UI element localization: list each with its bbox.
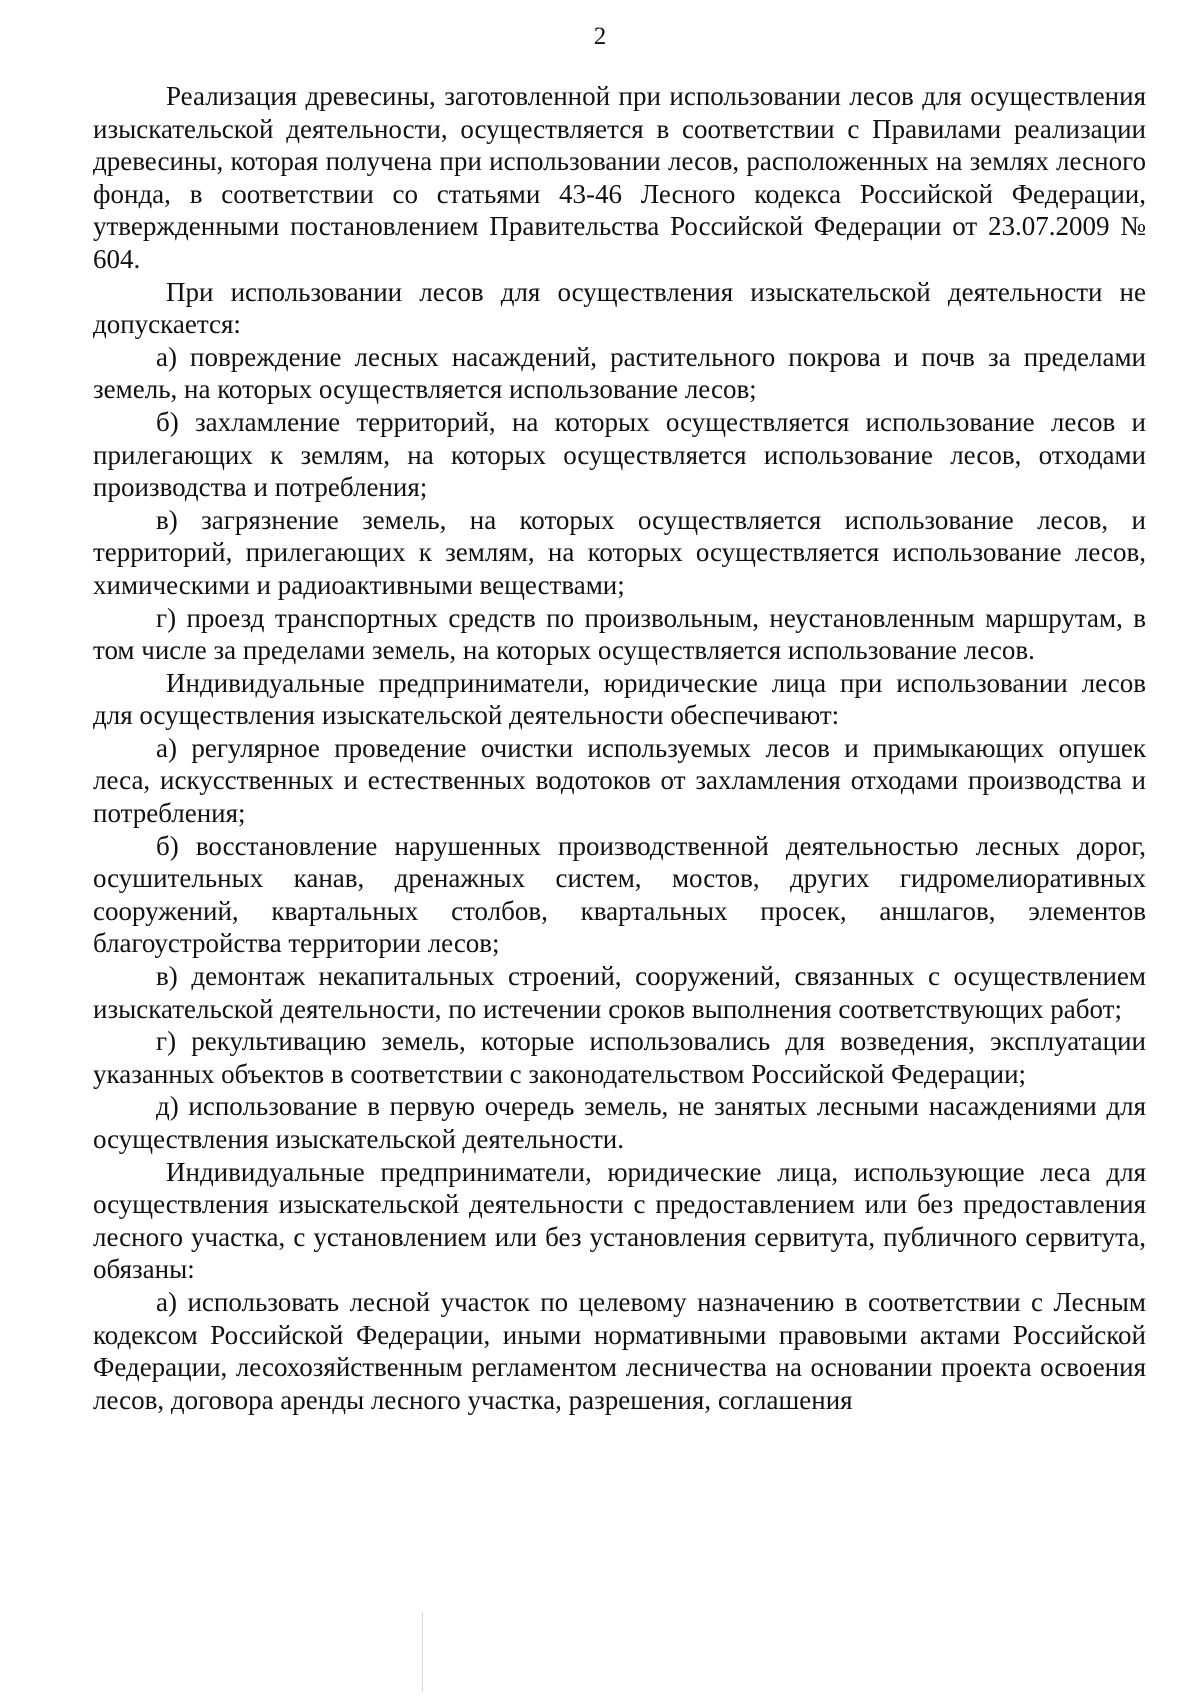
prohibition-item-g: г) проезд транспортных средств по произвольным, неустановленным маршрутам, в том числе за пределами земель, на которых осуществляется использование лесов. bbox=[93, 602, 1146, 666]
document-body bbox=[93, 80, 1146, 1416]
obligation-item-v: в) демонтаж некапитальных строений, сооружений, связанных с осуществлением изыскательской деятельности, по истечении сроков выполнения соответствующих работ; bbox=[93, 961, 1146, 1024]
prohibition-item-b: б) захламление территорий, на которых осуществляется использование лесов и прилегающих к землям, на которых осуществляется использование лесов, отходами производства и потребления; bbox=[93, 406, 1146, 503]
obligation-item-g: г) рекультивацию земель, которые использовались для возведения, эксплуатации указанных объектов в соответствии с законодательством Российской Федерации; bbox=[93, 1026, 1146, 1089]
duty-item-a: а) использовать лесной участок по целевому назначению в соответствии с Лесным кодексом Российской Федерации, иными нормативными правовыми актами Российской Федерации, лесохозяйственным регламентом лесничества на основании проекта освоения лесов, договора аренды лесного участка, разрешения, соглашения bbox=[93, 1286, 1146, 1415]
paragraph-timber-sale: Реализация древесины, заготовленной при использовании лесов для осуществления изыскательской деятельности, осуществляется в соответствии с Правилами реализации древесины, которая получена при использовании лесов, расположенных на землях лесного фонда, в соответствии со статьями 43-46 Лесного кодекса Российской Федерации, утвержденными постановлением Правительства Российской Федерации от 23.07.2009 № 604. bbox=[93, 81, 1146, 274]
page-number: 2 bbox=[593, 23, 607, 50]
prohibition-item-v: в) загрязнение земель, на которых осуществляется использование лесов, и территорий, прилегающих к землям, на которых осуществляется использование лесов, химическими и радиоактивными веществами; bbox=[93, 504, 1146, 600]
paragraph-prohibitions-intro: При использовании лесов для осуществления изыскательской деятельности не допускается: bbox=[93, 276, 1146, 340]
paragraph-duties-intro: Индивидуальные предприниматели, юридические лица, использующие леса для осуществления изыскательской деятельности с предоставлением или без предоставления лесного участка, с установлением или без установления сервитута, публичного сервитута, обязаны: bbox=[93, 1156, 1146, 1285]
scan-artifact-line bbox=[422, 1612, 423, 1692]
prohibition-item-a: а) повреждение лесных насаждений, растительного покрова и почв за пределами земель, на которых осуществляется использование лесов; bbox=[93, 341, 1146, 405]
obligation-item-b: б) восстановление нарушенных производственной деятельностью лесных дорог, осушительных канав, дренажных систем, мостов, других гидромелиоративных сооружений, квартальных столбов, квартальных просек, аншлагов, элементов благоустройства территории лесов; bbox=[93, 830, 1146, 959]
obligation-item-a: а) регулярное проведение очистки используемых лесов и примыкающих опушек леса, искусственных и естественных водотоков от захламления отходами производства и потребления; bbox=[93, 732, 1146, 829]
obligation-item-d: д) использование в первую очередь земель, не занятых лесными насаждениями для осуществления изыскательской деятельности. bbox=[93, 1091, 1146, 1154]
paragraph-obligations-intro: Индивидуальные предприниматели, юридические лица при использовании лесов для осуществления изыскательской деятельности обеспечивают: bbox=[93, 667, 1146, 731]
